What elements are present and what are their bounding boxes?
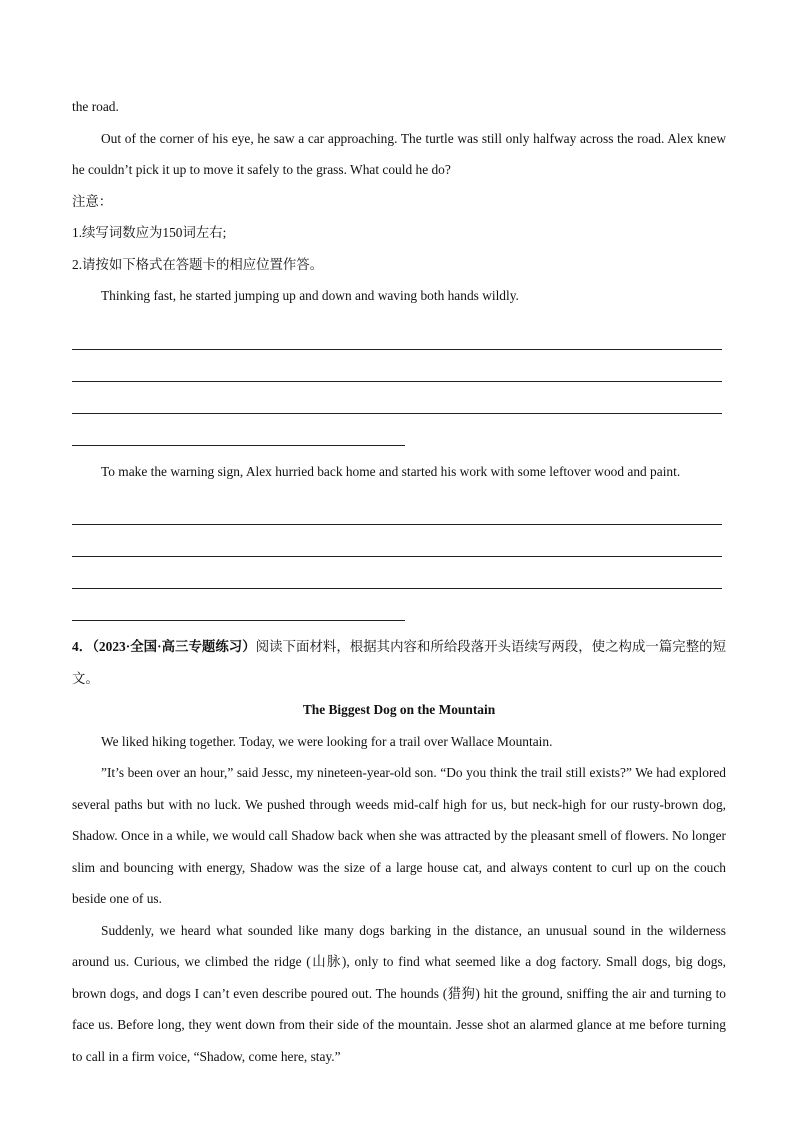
continued-text: the road. [72,99,119,114]
notes-heading: 注意： [72,193,113,209]
question-4-header [72,631,726,694]
prompt-paragraph-2: To make the warning sign, Alex hurried back home and started his work with some leftover wood and paint. [101,463,681,479]
answer-line[interactable] [72,382,726,414]
note-item-2: 2.请按如下格式在答题卡的相应位置作答。 [72,256,324,272]
document-page [72,91,726,1072]
answer-lines-1 [72,318,726,446]
answer-lines-2 [72,493,726,621]
story-title: The Biggest Dog on the Mountain [302,702,496,717]
question-source: （2023·全国·高三专题练习） [92,639,256,654]
answer-line-short[interactable] [72,414,726,446]
answer-line-short[interactable] [72,589,726,621]
answer-line[interactable] [72,350,726,382]
story-paragraph-1: We liked hiking together. Today, we were looking for a trail over Wallace Mountain. [101,733,553,749]
prompt-paragraph-1: Thinking fast, he started jumping up and down and waving both hands wildly. [101,288,519,303]
story-paragraph-3: Suddenly, we heard what sounded like many dogs barking in the distance, an unusual sound in the wilderness around us. Curious, we climbed the ridge (山脉), only to find what seemed like a dog factory. Small dogs, big dogs, brown dogs, and dogs I can’t even describe poured out. The hounds (猎狗) hit the ground, sniffing the air and turning to face us. Before long, they went down from their side of the mountain. Jesse shot an alarmed glance at me before turning to call in a firm voice, “Shadow, come here, stay.” [72,922,726,1064]
answer-line[interactable] [72,557,726,589]
note-item-1: 1.续写词数应为150词左右; [72,225,227,240]
answer-line[interactable] [72,525,726,557]
answer-line[interactable] [72,493,726,525]
question-number: 4． [72,639,93,654]
answer-line[interactable] [72,318,726,350]
story-paragraph-2: ”It’s been over an hour,” said Jessc, my nineteen-year-old son. “Do you think the trail still exists?” We had explored several paths but with no luck. We pushed through weeds mid-calf high for us, but neck-high for our rusty-brown dog, Shadow. Once in a while, we would call Shadow back when she was attracted by the pleasant smell of flowers. No longer slim and bouncing with energy, Shadow was the size of a large house cat, and always content to curl up on the couch beside one of us. [72,765,726,906]
story-paragraph: Out of the corner of his eye, he saw a car approaching. The turtle was still only halfway across the road. Alex knew he couldn’t pick it up to move it safely to the grass. What could he do? [72,130,726,177]
question-instruction: 阅读下面材料，根据其内容和所给段落开头语续写两段，使之构成一篇完整的短文。 [72,639,726,686]
